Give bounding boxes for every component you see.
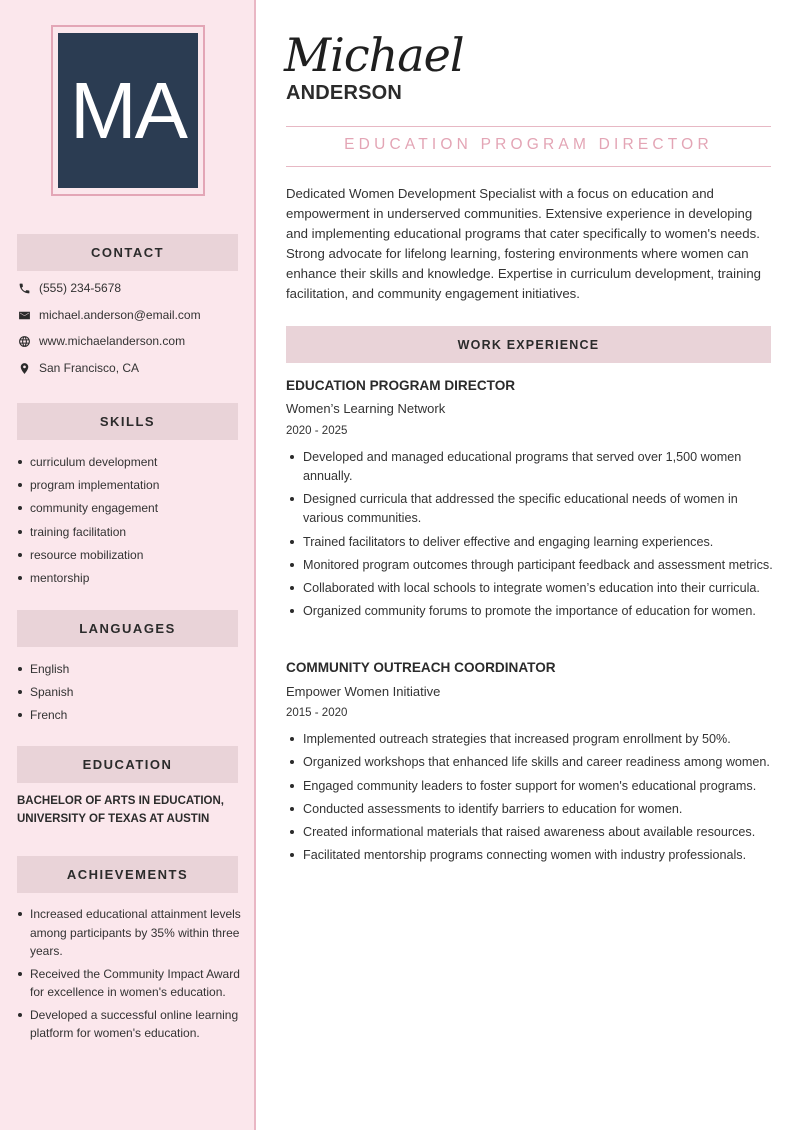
mail-icon bbox=[17, 308, 31, 322]
phone-icon bbox=[17, 281, 31, 295]
job-2-title: COMMUNITY OUTREACH COORDINATOR bbox=[286, 660, 556, 675]
achievement-item: Received the Community Impact Award for excellence in women's education. bbox=[17, 965, 242, 1002]
job-bullet: Organized workshops that enhanced life skills and career readiness among women. bbox=[286, 753, 776, 772]
last-name: ANDERSON bbox=[286, 82, 403, 104]
job-bullet: Designed curricula that addressed the specific educational needs of women in various communities. bbox=[286, 490, 776, 528]
job-1-org: Women’s Learning Network bbox=[286, 401, 446, 416]
job-bullet: Developed and managed educational programs that served over 1,500 women annually. bbox=[286, 448, 776, 486]
contact-location bbox=[17, 358, 247, 378]
job-2-org: Empower Women Initiative bbox=[286, 684, 441, 699]
achievements-list bbox=[17, 905, 242, 1047]
skill-item: resource mobilization bbox=[17, 547, 242, 570]
achievements-heading: ACHIEVEMENTS bbox=[17, 856, 238, 893]
job-2-dates: 2015 - 2020 bbox=[286, 707, 348, 719]
job-bullet: Organized community forums to promote the importance of education for women. bbox=[286, 602, 776, 621]
language-item: English bbox=[17, 661, 242, 684]
job-bullet: Facilitated mentorship programs connecting women with industry professionals. bbox=[286, 846, 776, 865]
contact-heading: CONTACT bbox=[17, 234, 238, 271]
job-1-title: EDUCATION PROGRAM DIRECTOR bbox=[286, 378, 516, 393]
job-bullet: Collaborated with local schools to integrate women’s education into their curricula. bbox=[286, 579, 776, 598]
job-bullet: Engaged community leaders to foster support for women's educational programs. bbox=[286, 777, 776, 796]
contact-email-text: michael.anderson@email.com bbox=[39, 308, 201, 322]
title-rule-top bbox=[286, 126, 771, 127]
job-1-bullets bbox=[286, 448, 776, 626]
location-pin-icon bbox=[17, 361, 31, 375]
language-item: French bbox=[17, 707, 242, 730]
languages-heading: LANGUAGES bbox=[17, 610, 238, 647]
job-bullet: Conducted assessments to identify barriers to education for women. bbox=[286, 800, 776, 819]
job-bullet: Implemented outreach strategies that increased program enrollment by 50%. bbox=[286, 730, 776, 749]
job-title: EDUCATION PROGRAM DIRECTOR bbox=[344, 136, 713, 153]
job-bullet: Trained facilitators to deliver effective and engaging learning experiences. bbox=[286, 533, 776, 552]
contact-phone-text: (555) 234-5678 bbox=[39, 281, 122, 295]
monogram-frame bbox=[51, 25, 205, 196]
monogram: MA bbox=[58, 33, 198, 188]
education-heading: EDUCATION bbox=[17, 746, 238, 783]
job-2-bullets bbox=[286, 730, 776, 870]
contact-website-text: www.michaelanderson.com bbox=[39, 334, 186, 348]
contact-phone[interactable] bbox=[17, 278, 247, 298]
skill-item: mentorship bbox=[17, 570, 242, 593]
skill-item: program implementation bbox=[17, 477, 242, 500]
skill-item: community engagement bbox=[17, 500, 242, 523]
sidebar bbox=[0, 0, 256, 1130]
globe-icon bbox=[17, 334, 31, 348]
skills-heading: SKILLS bbox=[17, 403, 238, 440]
skill-item: curriculum development bbox=[17, 454, 242, 477]
job-1-dates: 2020 - 2025 bbox=[286, 425, 348, 437]
first-name: Michael bbox=[284, 28, 464, 82]
job-bullet: Created informational materials that raised awareness about available resources. bbox=[286, 823, 776, 842]
title-rule-bottom bbox=[286, 166, 771, 167]
languages-list bbox=[17, 661, 242, 731]
contact-website[interactable] bbox=[17, 331, 247, 351]
skill-item: training facilitation bbox=[17, 524, 242, 547]
job-bullet: Monitored program outcomes through participant feedback and assessment metrics. bbox=[286, 556, 776, 575]
profile-summary: Dedicated Women Development Specialist with a focus on education and empowerment in underserved communities. Extensive experience in developing and implementing educational programs that cater specifically to women's needs. Strong advocate for lifelong learning, fostering environments where women can enhance their skills and knowledge. Expertise in curriculum development, training facilitation, and community engagement initiatives. bbox=[286, 186, 762, 301]
contact-location-text: San Francisco, CA bbox=[39, 361, 140, 375]
work-experience-heading: WORK EXPERIENCE bbox=[286, 326, 771, 363]
education-degree: BACHELOR OF ARTS IN EDUCATION, UNIVERSITY OF TEXAS AT AUSTIN bbox=[17, 795, 224, 825]
achievement-item: Developed a successful online learning platform for women's education. bbox=[17, 1006, 242, 1043]
skills-list bbox=[17, 454, 242, 593]
contact-email[interactable] bbox=[17, 305, 247, 325]
achievement-item: Increased educational attainment levels among participants by 35% within three years. bbox=[17, 905, 242, 961]
language-item: Spanish bbox=[17, 684, 242, 707]
